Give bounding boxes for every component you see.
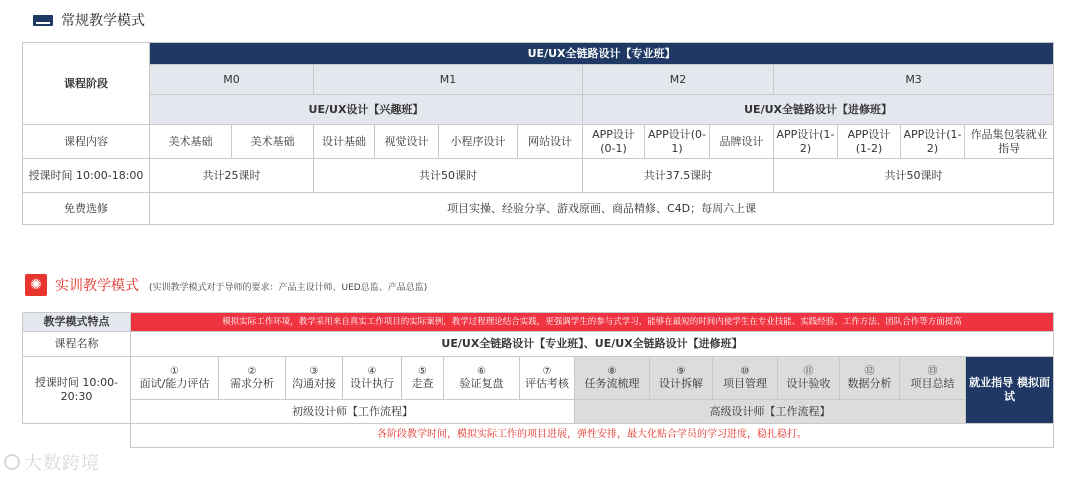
section-training-title: 实训教学模式 <box>55 278 139 294</box>
watermark-logo-icon <box>4 454 20 470</box>
advanced-class-label: UE/UX全链路设计【进修班】 <box>583 95 1054 125</box>
content-cell: 网站设计 <box>518 125 583 159</box>
module-m1: M1 <box>314 65 583 95</box>
content-cell: 美术基础 <box>232 125 314 159</box>
teaching-feature-text: 模拟实际工作环境，教学采用来自真实工作项目的实际案例，教学过程理论结合实践，更强调学生的参与式学习，能够在最短的时间内使学生在专业技能、实践经验、工作方法、团队合作等方面提高 <box>131 313 1054 332</box>
step-cell: ⑥ 验证复盘 <box>444 357 520 400</box>
course-content-label: 课程内容 <box>23 125 150 159</box>
professional-class-header: UE/UX全链路设计【专业班】 <box>150 43 1054 65</box>
hours-m0: 共计25课时 <box>150 159 314 193</box>
section-regular-header <box>33 10 145 30</box>
step-cell: ① 面试/能力评估 <box>131 357 219 400</box>
junior-workflow-label: 初级设计师【工作流程】 <box>131 400 575 424</box>
free-elective-label: 免费选修 <box>23 193 150 225</box>
content-cell: 小程序设计 <box>439 125 518 159</box>
senior-workflow-label: 高级设计师【工作流程】 <box>575 400 966 424</box>
section-training-header <box>25 274 427 296</box>
hours-m1: 共计50课时 <box>314 159 583 193</box>
teaching-hours-label: 授课时间 10:00-18:00 <box>23 159 150 193</box>
final-step-cell: 就业指导 模拟面试 <box>966 357 1054 424</box>
course-name-text: UE/UX全链路设计【专业班】、UE/UX全链路设计【进修班】 <box>131 332 1054 357</box>
content-cell: 品牌设计 <box>710 125 774 159</box>
teaching-feature-label: 教学模式特点 <box>23 313 131 332</box>
step-cell: ⑪ 设计验收 <box>778 357 840 400</box>
footer-spacer <box>23 424 131 448</box>
content-cell: APP设计(1-2) <box>838 125 901 159</box>
training-curriculum-table <box>22 312 1054 448</box>
content-cell: 设计基础 <box>314 125 375 159</box>
content-cell: 视觉设计 <box>375 125 439 159</box>
content-cell: APP设计(0-1) <box>645 125 710 159</box>
step-cell: ⑩ 项目管理 <box>713 357 778 400</box>
step-cell: ⑧ 任务流梳理 <box>575 357 650 400</box>
module-m2: M2 <box>583 65 774 95</box>
content-cell: APP设计(0-1) <box>583 125 645 159</box>
content-cell: 作品集包装就业指导 <box>965 125 1054 159</box>
training-hours-label: 授课时间 10:00-20:30 <box>23 357 131 424</box>
module-m0: M0 <box>150 65 314 95</box>
content-cell: 美术基础 <box>150 125 232 159</box>
step-cell: ⑤ 走查 <box>402 357 444 400</box>
watermark-text: 大数跨境 <box>24 453 100 474</box>
content-cell: APP设计(1-2) <box>901 125 965 159</box>
regular-curriculum-table <box>22 42 1054 225</box>
interest-class-label: UE/UX设计【兴趣班】 <box>150 95 583 125</box>
hours-m2: 共计37.5课时 <box>583 159 774 193</box>
content-cell: APP设计(1-2) <box>774 125 838 159</box>
course-name-label: 课程名称 <box>23 332 131 357</box>
step-cell: ⑦ 评估考核 <box>520 357 575 400</box>
step-cell: ② 需求分析 <box>219 357 286 400</box>
course-stage-label: 课程阶段 <box>23 43 150 125</box>
step-cell: ③ 沟通对接 <box>286 357 343 400</box>
keyboard-icon <box>33 15 53 26</box>
step-cell: ⑨ 设计拆解 <box>650 357 713 400</box>
hours-m3: 共计50课时 <box>774 159 1054 193</box>
section-training-note: (实训教学模式对于导师的要求：产品主设计师、UED总监、产品总监) <box>149 283 428 293</box>
section-regular-title: 常规教学模式 <box>61 13 145 29</box>
module-m3: M3 <box>774 65 1054 95</box>
lightbulb-icon: ✺ <box>25 274 47 296</box>
step-cell: ④ 设计执行 <box>343 357 402 400</box>
free-elective-content: 项目实操、经验分享、游戏原画、商品精修、C4D；每周六上课 <box>150 193 1054 225</box>
step-cell: ⑫ 数据分析 <box>840 357 900 400</box>
step-cell: ⑬ 项目总结 <box>900 357 966 400</box>
watermark <box>4 449 100 475</box>
schedule-footer-note: 各阶段教学时间，模拟实际工作的项目进展，弹性安排，最大化贴合学员的学习进度，稳扎稳打。 <box>131 424 1054 448</box>
